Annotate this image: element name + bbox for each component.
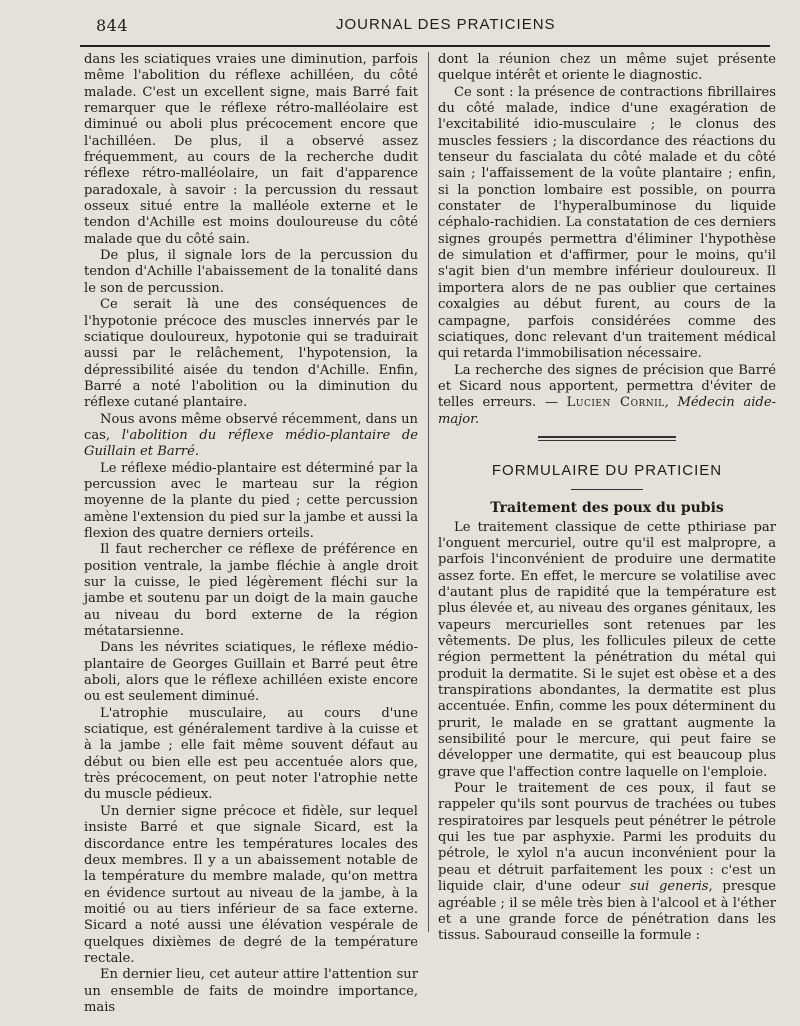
paragraph: Ce serait là une des conséquences de l'hypotonie précoce des muscles innervés par le sciatique douloureux, hypotonie qui se traduirait aussi par le relâchement, l'hypotension, la dépressibilité aisée du tendon d'Achille. Enfin, Barré a noté l'abolition ou la diminution du réflexe cutané plantaire.: [84, 297, 418, 411]
header-rule: [80, 45, 770, 47]
formulaire-title: FORMULAIRE DU PRATICIEN: [491, 461, 723, 479]
left-column: [84, 52, 418, 1016]
paragraph: Un dernier signe précoce et fidèle, sur lequel insiste Barré et que signale Sicard, est la discordance entre les températures locales des deux membres. Il y a un abaissement notable de la température du membre malade, qu'on mettra en évidence surtout au niveau de la jambe, à la moitié ou au tiers inférieur de sa face externe. Sicard a noté aussi une élévation vespérale de quelques dixièmes de degré de la température rectale.: [84, 803, 418, 966]
paragraph: En dernier lieu, cet auteur attire l'attention sur un ensemble de faits de moindre importance, mais: [84, 967, 418, 1015]
author-name: Lucien Cornil: [566, 395, 665, 411]
subsection-title: Traitement des poux du pubis: [490, 500, 724, 517]
paragraph: [438, 363, 776, 428]
column-divider: [428, 52, 429, 932]
right-column: [438, 52, 776, 945]
paragraph: De plus, il signale lors de la percussion du tendon d'Achille l'abaissement de la tonalité dans le son de percussion.: [84, 248, 418, 296]
reflex-italic: l'abolition du réflexe médio-plantaire de Guillain et Barré.: [84, 427, 418, 460]
title-underline: [571, 489, 643, 490]
page-header: [96, 16, 776, 40]
section-separator: [538, 436, 676, 441]
paragraph: [84, 412, 418, 461]
poux-italic: sui generis: [630, 879, 709, 895]
poux-intro: Pour le traitement de ces poux, il faut se rappeler qu'ils sont pourvus de trachées ou tubes respiratoires par lesquels peut pénétrer le pétrole qui les tue par asphyxie. Parmi les produits du pétrole, le xylol n'a aucun inconvénient pour la peau et détruit parfaitement les poux : c'est un liquide clair, d'une odeur: [438, 781, 776, 895]
paragraph: dans les sciatiques vraies une diminution, parfois même l'abolition du réflexe achilléen, du côté malade. C'est un excellent signe, mais Barré fait remarquer que le réflexe rétro-malléolaire est diminué ou aboli plus précocement encore que l'achilléen. De plus, il a observé assez fréquemment, au cours de la recherche dudit réflexe rétro-malléolaire, un fait d'apparence paradoxale, à savoir : la percussion du ressaut osseux situé entre la malléole externe et le tendon d'Achille est moins douloureuse du côté malade que du côté sain.: [84, 52, 418, 247]
paragraph: Dans les névrites sciatiques, le réflexe médio-plantaire de Georges Guillain et Barré peut être aboli, alors que le réflexe achilléen existe encore ou est seulement diminué.: [84, 640, 418, 705]
paragraph: Ce sont : la présence de contractions fibrillaires du côté malade, indice d'une exagération de l'excitabilité idio-musculaire ; le clonus des muscles fessiers ; la discordance des réactions du tenseur du fascialata du côté malade et du côté sain ; l'affaissement de la voûte plantaire ; enfin, si la ponction lombaire est possible, on pourra constater de l'hyperalbuminose du liquide céphalo-rachidien. La constatation de ces derniers signes groupés permettra d'éliminer l'hypothèse de simulation et d'affirmer, pour le moins, qu'il s'agit bien d'un membre inférieur douloureux. Il importera alors de ne pas oublier que certaines coxalgies au début furent, au cours de la campagne, parfois considérées comme des sciatiques, donc relevant d'un traitement médical qui retarda l'immobilisation nécessaire.: [438, 84, 776, 362]
paragraph: Le traitement classique de cette pthiriase par l'onguent mercuriel, outre qu'il est malpropre, a parfois l'inconvénient de produire une dermatite assez forte. En effet, le mercure se volatilise avec d'autant plus de rapidité que la température est plus élevée et, au niveau des organes génitaux, les vapeurs mercurielles sont retenues par les vêtements. De plus, les follicules pileux de cette région permettent la pénétration du métal qui produit la dermatite. Si le sujet est obèse et a des transpirations abondantes, la dermatite est plus accentuée. Enfin, comme les poux déterminent du prurit, le malade en se grattant augmente la sensibilité pour le mercure, qui peut faire se développer une dermatite, qui est beaucoup plus grave que l'affection contre laquelle on l'emploie.: [438, 519, 776, 780]
paragraph: dont la réunion chez un même sujet présente quelque intérêt et oriente le diagnostic.: [438, 52, 776, 84]
journal-title: JOURNAL DES PRATICIENS: [336, 16, 556, 33]
conclusion-text: La recherche des signes de précision que Barré et Sicard nous apportent, permettra d'éviter de telles erreurs. —: [438, 362, 776, 411]
paragraph: [438, 781, 776, 944]
paragraph: L'atrophie musculaire, au cours d'une sciatique, est généralement tardive à la cuisse et à la jambe ; elle fait même souvent défaut au début ou bien elle est peu accentuée alors que, très précocement, on peut noter l'atrophie nette du muscle pédieux.: [84, 705, 418, 803]
reflex-intro: Nous avons même observé récemment, dans un cas,: [84, 411, 418, 443]
poux-rest: , presque agréable ; il se mêle très bien à l'alcool et à l'éther et a une grande force de pénétration dans les tissus. Sabouraud conseille la formule :: [438, 879, 777, 944]
paragraph: Il faut rechercher ce réflexe de préférence en position ventrale, la jambe fléchie à angle droit sur la cuisse, le pied légèrement fléchi sur la jambe et soutenu par un doigt de la main gauche au niveau du bord externe de la région métatarsienne.: [84, 542, 418, 640]
author-role: , Médecin aide-major.: [438, 395, 776, 427]
paragraph: Le réflexe médio-plantaire est déterminé par la percussion avec le marteau sur la région moyenne de la plante du pied ; cette percussion amène l'extension du pied sur la jambe et aussi la flexion des quatre derniers orteils.: [84, 460, 418, 541]
page-number: 844: [96, 16, 129, 35]
